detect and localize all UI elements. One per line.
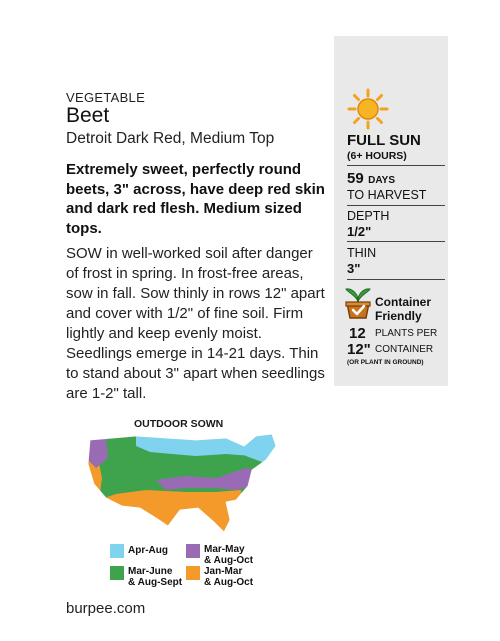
legend-label-mar-june: Mar-June & Aug-Sept — [128, 566, 183, 588]
lead-description: Extremely sweet, perfectly round beets, 3" across, have deep red skin and dark red flesh. Medium sized tops. — [66, 161, 325, 237]
sowing-zone-map — [76, 410, 296, 590]
days-to-harvest — [347, 170, 395, 188]
thin-label: THIN — [347, 246, 377, 260]
divider — [347, 205, 445, 206]
legend-label-mar-may: Mar-May & Aug-Oct — [204, 544, 254, 566]
divider — [347, 241, 445, 242]
container-size-value: 12" — [347, 341, 371, 358]
divider — [347, 165, 445, 166]
days-value: 59 — [347, 170, 364, 187]
legend-label-jan-mar: Jan-Mar & Aug-Oct — [204, 566, 254, 588]
category-label: VEGETABLE — [66, 90, 146, 105]
plant-in-ground-note: (OR PLANT IN GROUND) — [347, 359, 424, 366]
container-line1: Container — [375, 295, 432, 309]
website-link[interactable]: burpee.com — [66, 600, 146, 617]
plant-name: Beet — [66, 104, 110, 127]
legend-swatch-jan-mar — [186, 566, 200, 580]
days-unit: DAYS — [368, 175, 396, 186]
divider — [347, 279, 445, 280]
depth-label: DEPTH — [347, 209, 390, 223]
map-title: OUTDOOR SOWN — [134, 418, 224, 430]
sun-icon — [347, 88, 389, 130]
legend-swatch-mar-june — [110, 566, 124, 580]
container-line2: Friendly — [375, 309, 422, 323]
sowing-instructions: SOW in well-worked soil after danger of frost in spring. In frost-free areas, sow in fall. Sow thinly in rows 12" apart and cover with 1/2" of fine soil. Firm lightly and keep evenly moist. Seedlings emerge in 14-21 days. Thin to stand about 3" apart when seedlings are 1-2" tall. — [66, 245, 325, 402]
pot-with-plant-icon — [343, 284, 373, 320]
legend-label-apr-aug: Apr-Aug — [128, 545, 168, 556]
variety-name: Detroit Dark Red, Medium Top — [66, 130, 275, 147]
sun-title: FULL SUN — [347, 132, 421, 149]
legend-swatch-apr-aug — [110, 544, 124, 558]
sun-hours: (6+ HOURS) — [347, 150, 407, 162]
plants-per-container-value: 12 — [349, 325, 366, 342]
legend-swatch-mar-may — [186, 544, 200, 558]
growing-info-sidebar — [334, 36, 448, 386]
container-label: CONTAINER — [375, 344, 434, 355]
plants-per-label: PLANTS PER — [375, 328, 438, 339]
harvest-label: TO HARVEST — [347, 188, 427, 202]
us-map-graphic — [76, 428, 296, 538]
thin-value: 3" — [347, 261, 361, 276]
depth-value: 1/2" — [347, 224, 372, 239]
